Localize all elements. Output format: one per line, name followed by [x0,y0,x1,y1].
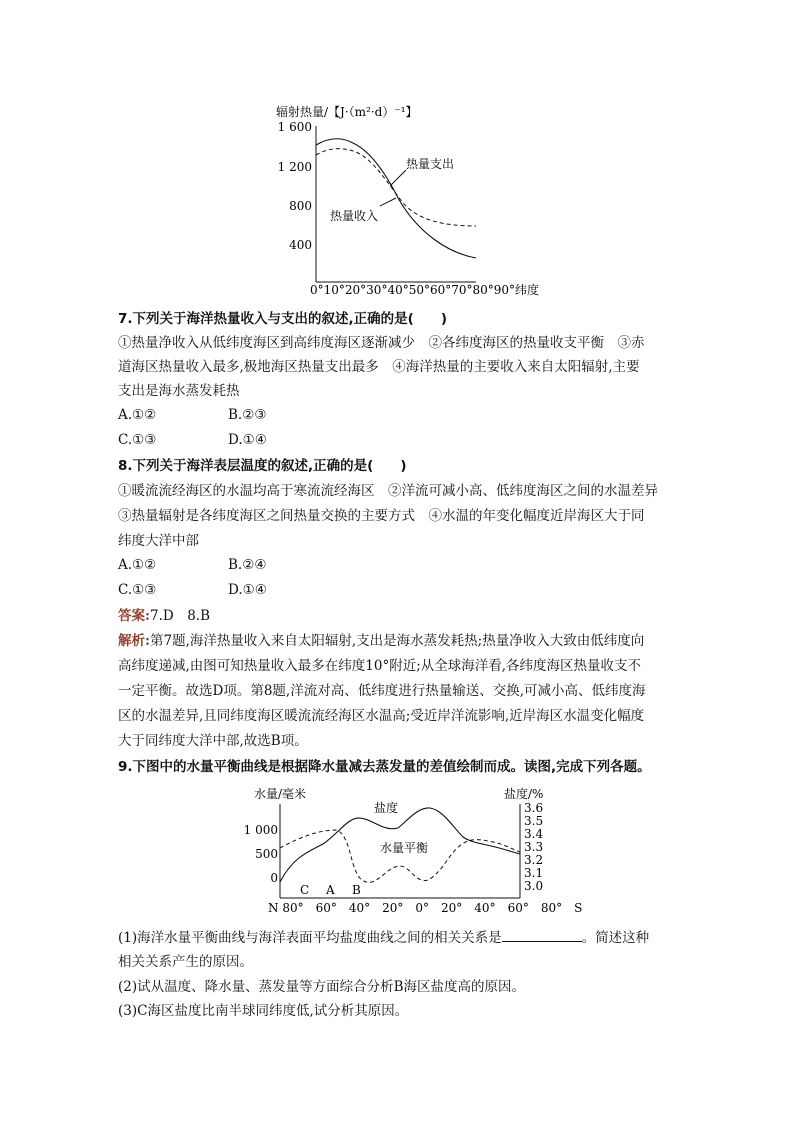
heat-income-leader [380,198,396,206]
balance-chart-y2label: 盐度/% [504,787,544,801]
q8-stem: 8.下列关于海洋表层温度的叙述,正确的是( ) [118,458,407,474]
q8-option-c: C.①③ [118,582,157,598]
balance-chart-ytick: 500 [255,847,278,861]
heat-chart [258,98,540,298]
q7-option-d: D.①④ [228,432,267,448]
q7-stem: 7.下列关于海洋热量收入与支出的叙述,正确的是( ) [118,311,447,327]
heat-chart-ylabel: 辐射热量/【J·（m²·d）⁻¹】 [276,105,418,119]
q9-sub1-text-a: (1)海洋水量平衡曲线与海洋表面平均盐度曲线之间的相关关系是 [118,930,502,946]
answer-label: 答案: [118,608,150,624]
balance-chart-y2tick: 3.0 [524,879,544,893]
q7-line1: ①热量净收入从低纬度海区到高纬度海区逐渐减少 ②各纬度海区的热量收支平衡 ③赤 [118,335,645,351]
q9-stem: 9.下图中的水量平衡曲线是根据降水量减去蒸发量的差值绘制而成。读图,完成下列各题。 [118,759,651,775]
q8-line2: ③热量辐射是各纬度海区之间热量交换的主要方式 ④水温的年变化幅度近岸海区大于同 [118,508,645,524]
area-label-a: A [326,883,335,897]
q7-line2: 道海区热量收入最多,极地海区热量支出最多 ④海洋热量的主要收入来自太阳辐射,主要 [118,359,640,375]
balance-chart-xticks: N 80° 60° 40° 20° 0° 20° 40° 60° 80° S [268,901,583,915]
q8-option-d: D.①④ [228,582,267,598]
q8-line1: ①暖流流经海区的水温均高于寒流流经海区 ②洋流可减小高、低纬度海区之间的水温差异 [118,483,658,499]
balance-chart-y2tick: 3.4 [524,827,544,841]
heat-chart-ytick: 1 600 [277,120,312,134]
heat-chart-ytick: 1 200 [277,160,312,174]
analysis-line4: 区的水温差异,且同纬度海区暖流流经海区水温高;受近岸洋流影响,近岸海区水温变化幅度 [118,708,645,724]
q8-option-b: B.②④ [228,557,267,573]
balance-chart-y2tick: 3.2 [524,853,544,867]
heat-chart-ytick: 800 [289,199,312,213]
heat-chart-ytick: 400 [289,238,312,252]
heat-expense-leader [390,170,406,186]
heat-income-label: 热量收入 [330,209,379,223]
answer-text: 7.D 8.B [149,608,210,624]
area-label-b: B [352,883,361,897]
analysis-line2: 高纬度递减,由图可知热量收入最多在纬度10°附近;从全球海洋看,各纬度海区热量收支不 [118,658,642,674]
water-balance-label: 水量平衡 [380,841,429,855]
balance-chart-ytick: 0 [270,871,278,885]
q7-option-a: A.①② [118,407,157,423]
balance-chart-ylabel: 水量/毫米 [254,787,307,801]
balance-chart-y2tick: 3.1 [524,866,544,880]
q7-line3: 支出是海水蒸发耗热 [118,383,240,399]
q9-sub3: (3)C海区盐度比南半球同纬度低,试分析其原因。 [118,1003,409,1019]
answer-line [118,607,210,625]
q8-option-a: A.①② [118,557,157,573]
analysis-line5: 大于同纬度大洋中部,故选B项。 [118,733,308,749]
analysis-line1 [118,632,644,650]
analysis-label: 解析: [118,633,150,649]
q9-sub1-text-b: 。简述这种 [581,930,650,946]
q7-option-c: C.①③ [118,432,157,448]
water-balance-curve [280,830,520,882]
heat-chart-xticks: 0°10°20°30°40°50°60°70°80°90°纬度 [310,283,540,297]
balance-chart-ytick: 1 000 [243,823,278,837]
q9-sub2: (2)试从温度、降水量、蒸发量等方面综合分析B海区盐度高的原因。 [118,979,526,995]
analysis-text-1: 第7题,海洋热量收入来自太阳辐射,支出是海水蒸发耗热;热量净收入大致由低纬度向 [149,633,645,649]
balance-chart [243,782,583,917]
heat-expense-label: 热量支出 [406,157,455,171]
q8-line3: 纬度大洋中部 [118,533,199,549]
balance-chart-y2tick: 3.5 [524,814,544,828]
balance-chart-y2tick: 3.3 [524,840,544,854]
area-label-c: C [300,883,310,897]
q9-sub1-line2: 相关关系产生的原因。 [118,954,253,970]
analysis-line3: 一定平衡。故选D项。第8题,洋流对高、低纬度进行热量输送、交换,可减小高、低纬度海 [118,683,646,699]
balance-chart-y2tick: 3.6 [524,801,544,815]
q9-sub1-blank[interactable] [502,929,582,942]
q7-option-b: B.②③ [228,407,267,423]
salinity-label: 盐度 [374,801,399,815]
q9-sub1-line1 [118,929,649,947]
